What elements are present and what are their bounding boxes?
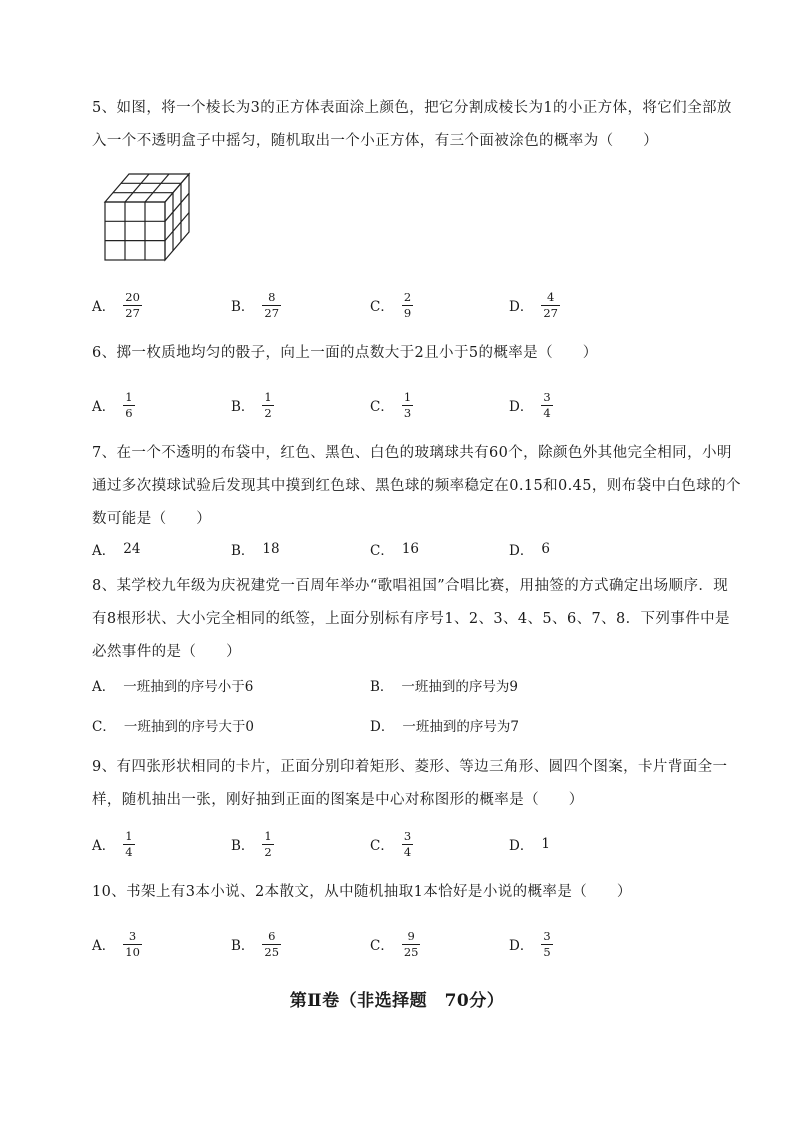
option-a[interactable] — [92, 665, 253, 705]
numerator: 3 — [543, 928, 551, 943]
option-label: B． — [370, 679, 394, 695]
numerator: 3 — [403, 828, 412, 843]
option-text: 16 — [401, 541, 420, 557]
option-label: C． — [370, 299, 394, 315]
option-a[interactable] — [92, 529, 140, 569]
fraction — [123, 830, 134, 859]
denominator: 6 — [125, 405, 133, 420]
option-d[interactable] — [370, 705, 519, 745]
denominator: 27 — [543, 305, 558, 320]
question-9-options — [92, 824, 742, 864]
numerator: 2 — [403, 289, 412, 304]
option-label: D． — [509, 299, 534, 315]
option-text: 18 — [262, 541, 280, 557]
option-label: B． — [231, 543, 255, 559]
option-d[interactable] — [509, 924, 553, 964]
question-5-options — [92, 285, 742, 325]
option-label: A． — [92, 543, 116, 559]
option-label: A． — [92, 838, 116, 854]
option-d[interactable] — [509, 285, 560, 325]
question-7-text: 7、在一个不透明的布袋中，红色、黑色、白色的玻璃球共有60个，除颜色外其他完全相同，小明通过多次摸球试验后发现其中摸到红色球、黑色球的频率稳定在0.15和0.45，则布袋中白色球的个数可能是（ ） — [92, 445, 741, 527]
numerator: 6 — [268, 928, 276, 943]
option-label: D． — [509, 543, 534, 559]
denominator: 2 — [264, 844, 272, 859]
numerator: 1 — [125, 389, 133, 404]
option-c[interactable] — [92, 705, 254, 745]
section-title: 第Ⅱ卷（非选择题 70分） — [289, 991, 505, 1011]
option-label: C． — [92, 719, 116, 735]
question-5-text: 5、如图，将一个棱长为3的正方体表面涂上颜色，把它分割成棱长为1的小正方体，将它们全部放入一个不透明盒子中摇匀，随机取出一个小正方体，有三个面被涂色的概率为（ ） — [92, 100, 732, 149]
option-label: D． — [509, 938, 534, 954]
fraction — [402, 930, 421, 959]
option-label: D． — [509, 399, 534, 415]
denominator: 25 — [264, 944, 280, 959]
option-a[interactable] — [92, 924, 142, 964]
fraction — [262, 391, 273, 420]
denominator: 25 — [403, 944, 419, 959]
option-text: 24 — [123, 541, 141, 557]
option-label: B． — [231, 838, 255, 854]
option-text: 一班抽到的序号为9 — [401, 679, 519, 695]
denominator: 9 — [403, 305, 412, 320]
option-b[interactable] — [231, 285, 281, 325]
fraction — [541, 391, 552, 420]
option-label: A． — [92, 299, 116, 315]
option-b[interactable] — [231, 924, 281, 964]
numerator: 3 — [543, 389, 551, 404]
option-b[interactable] — [231, 529, 280, 569]
option-c[interactable] — [370, 385, 413, 425]
option-b[interactable] — [231, 385, 274, 425]
fraction — [402, 391, 413, 420]
denominator: 4 — [125, 844, 133, 859]
fraction — [402, 291, 413, 320]
denominator: 27 — [125, 305, 140, 320]
numerator: 1 — [264, 389, 272, 404]
option-a[interactable] — [92, 824, 135, 864]
option-label: A． — [92, 399, 116, 415]
option-label: A． — [92, 679, 116, 695]
option-text: 6 — [541, 541, 550, 557]
numerator: 3 — [128, 928, 137, 943]
option-c[interactable] — [370, 924, 420, 964]
fraction — [123, 291, 142, 320]
numerator: 9 — [407, 928, 415, 943]
question-9-text: 9、有四张形状相同的卡片，正面分别印着矩形、菱形、等边三角形、圆四个图案，卡片背面全一样，随机抽出一张，刚好抽到正面的图案是中心对称图形的概率是（ ） — [92, 759, 728, 808]
option-d[interactable] — [509, 385, 553, 425]
denominator: 4 — [403, 844, 412, 859]
fraction — [541, 291, 560, 320]
question-10-options — [92, 924, 742, 964]
denominator: 3 — [403, 405, 412, 420]
option-text: 一班抽到的序号大于0 — [123, 719, 254, 735]
question-8-options-row1 — [92, 665, 742, 705]
option-label: D． — [370, 719, 395, 735]
option-a[interactable] — [92, 285, 142, 325]
fraction — [541, 930, 552, 959]
option-d[interactable] — [509, 529, 550, 569]
option-label: B． — [231, 299, 255, 315]
option-label: D． — [509, 838, 534, 854]
numerator: 20 — [125, 289, 140, 304]
option-b[interactable] — [370, 665, 518, 705]
option-b[interactable] — [231, 824, 274, 864]
option-label: C． — [370, 543, 394, 559]
question-7-options — [92, 529, 742, 569]
option-text: 一班抽到的序号小于6 — [123, 679, 254, 695]
question-6-text: 6、掷一枚质地均匀的骰子，向上一面的点数大于2且小于5的概率是（ ） — [92, 345, 598, 361]
cube-figure — [103, 172, 193, 262]
option-text: 1 — [541, 836, 550, 852]
denominator: 5 — [543, 944, 551, 959]
option-text: 一班抽到的序号为7 — [402, 719, 519, 735]
option-label: B． — [231, 938, 255, 954]
denominator: 27 — [264, 305, 280, 320]
option-c[interactable] — [370, 285, 413, 325]
fraction — [262, 930, 281, 959]
question-8-text: 8、某学校九年级为庆祝建党一百周年举办“歌唱祖国”合唱比赛，用抽签的方式确定出场顺序．现有8根形状、大小完全相同的纸签，上面分别标有序号1、2、3、4、5、6、7、8．下列事件中是必然事件的是（ ） — [92, 578, 730, 660]
option-label: C． — [370, 838, 394, 854]
fraction — [123, 391, 134, 420]
numerator: 1 — [125, 828, 133, 843]
option-label: B． — [231, 399, 255, 415]
fraction — [402, 830, 413, 859]
numerator: 8 — [268, 289, 276, 304]
numerator: 4 — [546, 289, 555, 304]
fraction — [262, 830, 273, 859]
denominator: 10 — [125, 944, 140, 959]
fraction — [262, 291, 281, 320]
option-label: C． — [370, 399, 394, 415]
option-label: C． — [370, 938, 394, 954]
denominator: 2 — [264, 405, 272, 420]
question-8-options-row2 — [92, 705, 742, 745]
option-d[interactable] — [509, 824, 550, 864]
option-a[interactable] — [92, 385, 135, 425]
question-10-text: 10、书架上有3本小说、2本散文，从中随机抽取1本恰好是小说的概率是（ ） — [92, 884, 632, 900]
numerator: 1 — [403, 389, 412, 404]
denominator: 4 — [543, 405, 551, 420]
option-c[interactable] — [370, 529, 419, 569]
numerator: 1 — [264, 828, 272, 843]
option-label: A． — [92, 938, 116, 954]
question-6-options — [92, 385, 742, 425]
fraction — [123, 930, 142, 959]
option-c[interactable] — [370, 824, 413, 864]
